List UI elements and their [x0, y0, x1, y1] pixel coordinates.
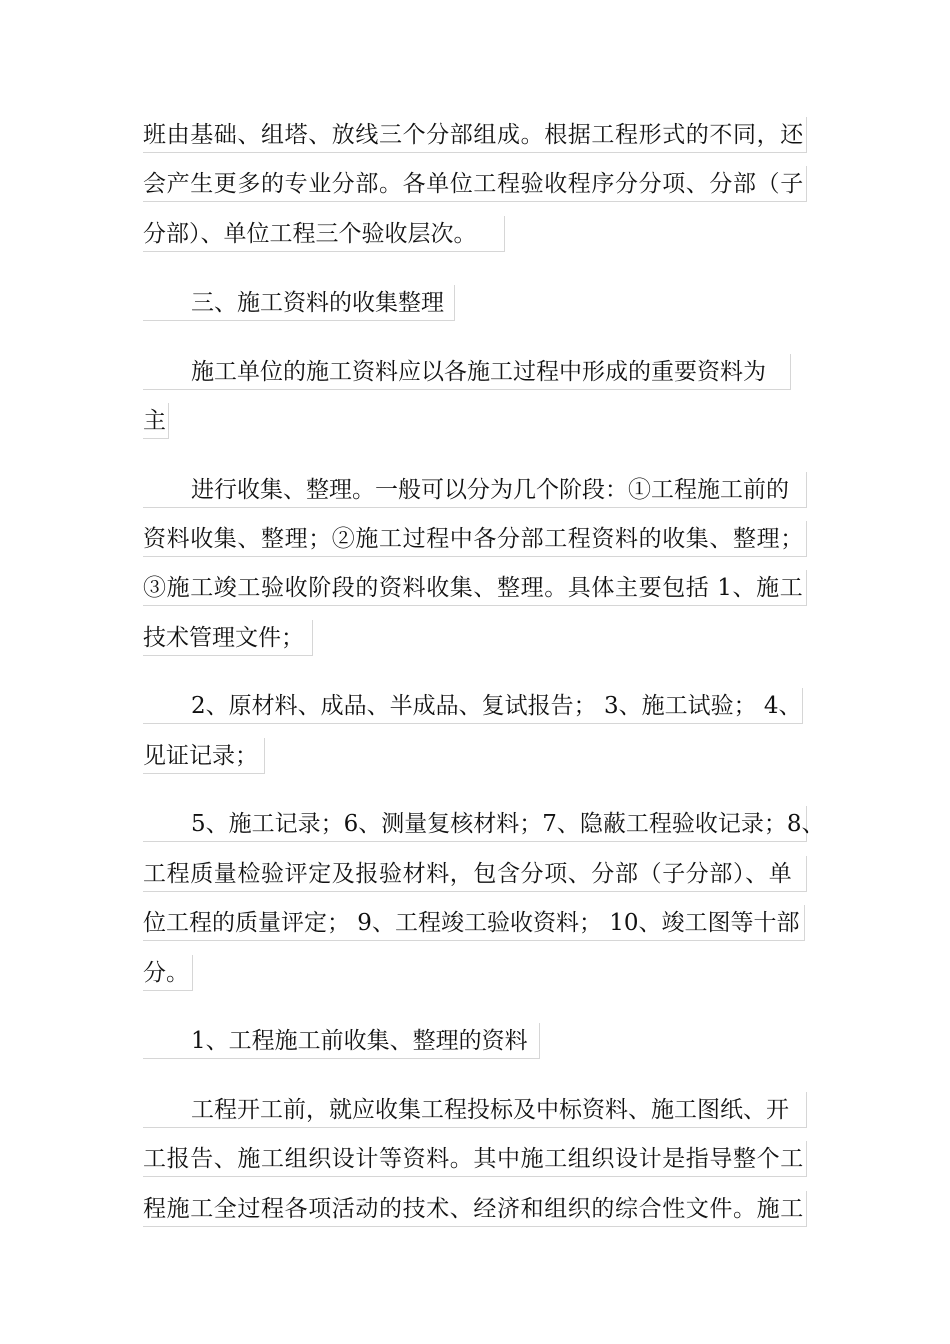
section-heading: 1、工程施工前收集、整理的资料: [143, 1023, 540, 1059]
text-line: 工程开工前，就应收集工程投标及中标资料、施工图纸、开: [143, 1092, 807, 1128]
text-line: 班由基础、组塔、放线三个分部组成。根据工程形式的不同，还: [143, 117, 807, 153]
text-line: ③施工竣工验收阶段的资料收集、整理。具体主要包括 1、施工: [143, 570, 807, 606]
text-line: 分。: [143, 955, 193, 991]
text-line: 工报告、施工组织设计等资料。其中施工组织设计是指导整个工: [143, 1141, 807, 1177]
text-line: 主: [143, 403, 169, 439]
text-line: 会产生更多的专业分部。各单位工程验收程序分分项、分部（子: [143, 166, 807, 202]
text-line: 5、施工记录；6、测量复核材料；7、隐蔽工程验收记录；8、: [143, 806, 807, 842]
text-line: 资料收集、整理；②施工过程中各分部工程资料的收集、整理；: [143, 521, 807, 557]
text-line: 位工程的质量评定； 9、工程竣工验收资料； 10、竣工图等十部: [143, 905, 805, 941]
text-line: 2、原材料、成品、半成品、复试报告； 3、施工试验； 4、: [143, 688, 803, 724]
section-heading: 三、施工资料的收集整理: [143, 285, 455, 321]
text-line: 工程质量检验评定及报验材料，包含分项、分部（子分部）、单: [143, 856, 807, 892]
text-line: 施工单位的施工资料应以各施工过程中形成的重要资料为: [143, 354, 791, 390]
text-line: 进行收集、整理。一般可以分为几个阶段：①工程施工前的: [143, 472, 807, 508]
text-line: 分部）、单位工程三个验收层次。: [143, 216, 505, 252]
text-line: 见证记录；: [143, 738, 265, 774]
text-line: 程施工全过程各项活动的技术、经济和组织的综合性文件。施工: [143, 1191, 807, 1227]
text-line: 技术管理文件；: [143, 620, 313, 656]
